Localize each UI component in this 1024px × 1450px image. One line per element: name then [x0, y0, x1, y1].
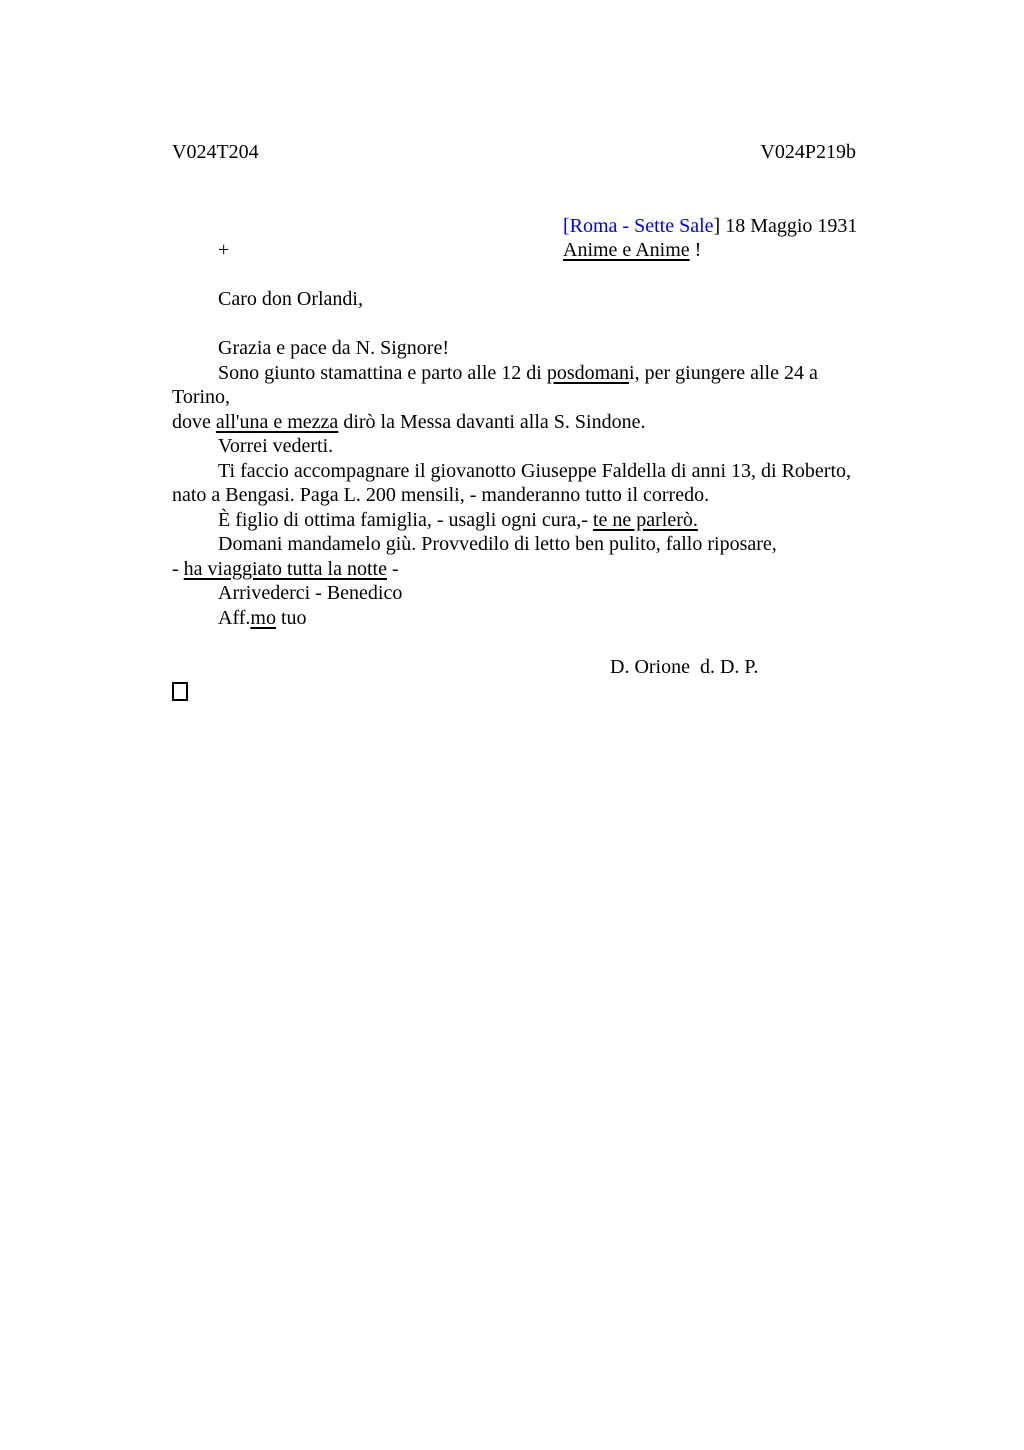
line-text [563, 214, 857, 239]
line-text [218, 509, 698, 531]
plain-text: Ti faccio accompagnare il giovanotto Giuseppe Faldella di anni 13, di Roberto, [218, 459, 851, 482]
plain-text: Arrivederci - Benedico [218, 582, 403, 604]
plain-text: Aff. [218, 606, 251, 629]
plain-text: i, per giungere alle 24 a [629, 361, 818, 384]
signature-line [172, 655, 912, 680]
body-line [172, 459, 912, 484]
body-line [172, 557, 912, 582]
line-text [172, 558, 399, 580]
plain-text: D. Orione d. D. P. [610, 655, 759, 678]
underlined-text: posdoman [546, 361, 630, 384]
body-line [172, 410, 912, 435]
line-text [172, 239, 229, 261]
line-text [218, 362, 818, 384]
line-text [172, 484, 709, 506]
plain-text: ! [689, 239, 702, 261]
underlined-text: mo [250, 606, 276, 629]
line-text [218, 533, 777, 555]
plain-text: - [386, 557, 399, 580]
body-line [172, 508, 912, 533]
annotation-blue-text: [Roma - Sette Sale [563, 214, 714, 237]
line-text [172, 386, 230, 408]
body-line [172, 336, 912, 361]
plain-text: tuo [275, 606, 307, 629]
blank-line [172, 630, 912, 655]
body-line [172, 434, 912, 459]
plain-text: Domani mandamelo giù. Provvedilo di letto ben pulito, fallo riposare, [218, 533, 777, 555]
underlined-text: Anime e Anime [563, 239, 690, 261]
line-text [218, 582, 402, 604]
body-line [172, 483, 912, 508]
plain-text: dirò la Messa davanti alla S. Sindone. [338, 410, 646, 433]
closing-line [172, 606, 912, 631]
salutation-line [172, 287, 912, 312]
invocation-row [172, 238, 912, 263]
plain-text: ] 18 Maggio 1931 [713, 214, 858, 237]
square-row [172, 679, 912, 704]
archive-code-right: V024P219b [760, 141, 856, 163]
body-line [172, 532, 912, 557]
empty-square-glyph [172, 682, 188, 701]
line-text [563, 238, 701, 263]
plain-text: - [172, 557, 184, 580]
line-text [218, 337, 449, 359]
date-line [172, 214, 912, 239]
farewell-line [172, 581, 912, 606]
line-text [218, 607, 307, 629]
plain-text: Sono giunto stamattina e parto alle 12 di [218, 361, 547, 384]
plain-text: Caro don Orlandi, [218, 288, 363, 310]
plain-text: Torino, [172, 386, 231, 408]
plain-text: Vorrei vederti. [218, 435, 334, 457]
body-line [172, 385, 912, 410]
blank-line [172, 312, 912, 337]
blank-line [172, 189, 912, 214]
blank-line [172, 165, 912, 190]
archive-header-row [172, 140, 856, 165]
line-text [218, 288, 363, 310]
line-text [610, 655, 758, 680]
letter-content [172, 140, 912, 704]
plain-text: + [218, 239, 230, 261]
body-line [172, 361, 912, 386]
blank-line [172, 263, 912, 288]
underlined-text: ha viaggiato tutta la notte [183, 557, 387, 580]
line-text [172, 411, 645, 433]
underlined-text: all'una e mezza [215, 410, 339, 433]
line-text [218, 435, 333, 457]
plain-text: nato a Bengasi. Paga L. 200 mensili, - manderanno tutto il corredo. [172, 484, 710, 506]
letter-body [172, 165, 912, 704]
underlined-text: te ne parlerò. [592, 508, 698, 531]
plain-text: È figlio di ottima famiglia, - usagli ogni cura,- [218, 508, 593, 531]
plain-text: Grazia e pace da N. Signore! [218, 337, 449, 359]
line-text [218, 460, 851, 482]
plain-text: dove [172, 410, 216, 433]
archive-code-left: V024T204 [172, 141, 259, 163]
